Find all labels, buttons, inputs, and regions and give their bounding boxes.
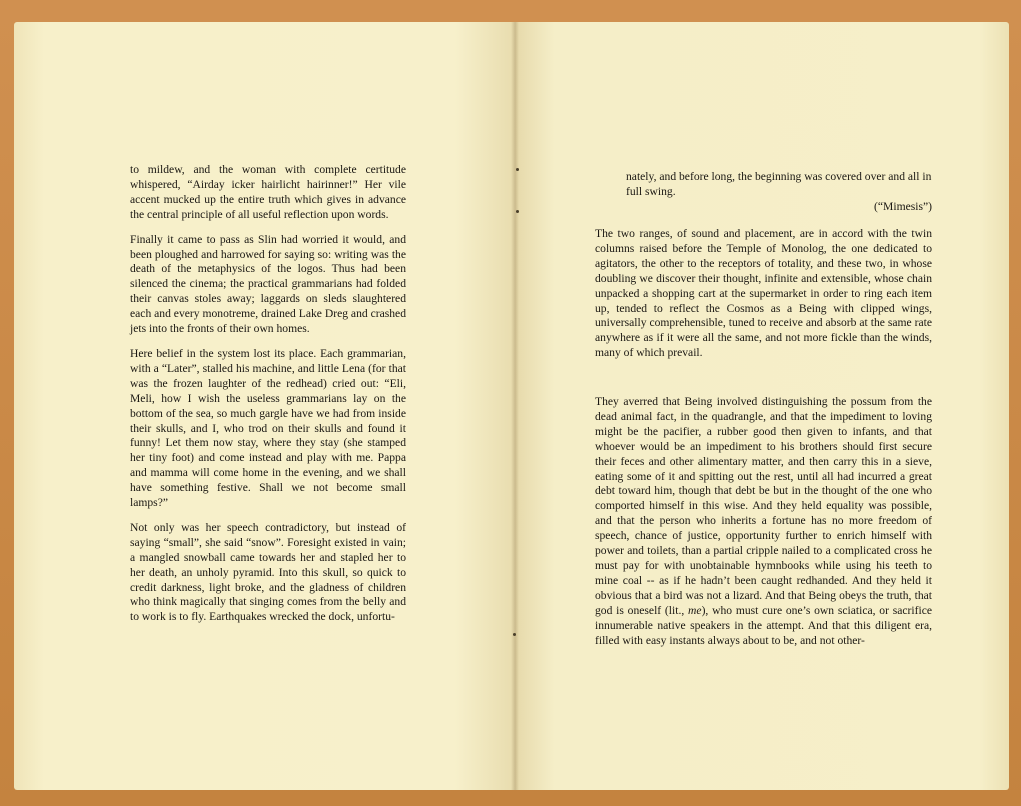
left-paragraph-1: to mildew, and the woman with complete certitude whispered, “Airday icker hairlicht hairinner!” Her vile accent mucked up the entire truth which gives in advance the central principle of all useful reflection upon words. — [130, 163, 406, 221]
left-page — [14, 22, 515, 790]
left-paragraph-4: Not only was her speech contradictory, but instead of saying “small”, she said “snow”. Foresight existed in vain; a mangled snowball came towards her and stapled her to her death, an unholy pyramid. Into this skull, so quick to credit darkness, light broke, and the gladness of children who think magically that singing comes from the belly and to work is to fly. Earthquakes wrecked the dock, unfortu- — [130, 520, 406, 624]
left-paragraph-3: Here belief in the system lost its place. Each grammarian, with a “Later”, stalled his machine, and little Lena (for that was the frozen laughter of the redhead) cried out: “Eli, Meli, how I wish the useless grammarians lay on the bottom of the sea, so much gargle have we had from inside their skulls, and I, who trod on their skulls and found it funny! Let them now stay, where they stay (she stamped her tiny foot) and come instead and play with me. Pappa and mamma will come home in the evening, and we shall have something festive. Shall we not become small lamps?” — [130, 346, 406, 510]
right-page-top — [595, 170, 932, 215]
left-page-text — [130, 163, 406, 625]
binding-stitch-mark — [516, 168, 519, 171]
right-paragraph-2-start: They averred that Being involved distinguishing the possum from the dead animal fact, in the quadrangle, and that the impediment to loving might be the pacifier, a rubber good then given to infants, and that whoever would be an impediment to his brothers should first secure their feces and other alimentary matter, and then carry this in a sieve, eating some of it and spitting out the rest, until all had incurred a great debt toward him, though that debt be but in the thought of the one who comported himself in this wise. And they held equality was possible, and that the person who inherits a fortune has no more freedom of speech, chance of justice, opportunity further to enrich himself with power and toilets, than a partial cripple nailed to a complicated cross he must pay for with unobtainable hymnbooks while using his teeth to mine coal -- as if he hadn’t been caught redhanded. And they held it obvious that a bird was not a lizard. And that Being obeys the truth, that god is oneself (lit., — [595, 395, 932, 617]
right-paragraph-1: The two ranges, of sound and placement, are in accord with the twin columns raised before the Temple of Monolog, the one dedicated to agitators, the other to the receptors of totality, and these two, in whose doubling we discover their thought, infinite and extensible, whose chain unpacked a shopping cart at the supermarket in order to ring each item up, tended to reflect the Cosmos as a Being with clipped wings, universally comprehensible, tuned to receive and absorb at the same rate anywhere as if it were all the same, and not more fickle than the winds, many of which prevail. — [595, 227, 932, 360]
right-page — [515, 22, 1009, 790]
right-paragraph-2-end: ), who must cure one’s own sciatica, or sacrifice innumerable native speakers in the attempt. And that this diligent era, filled with easy instants always about to be, and not other- — [595, 603, 932, 647]
book-spine — [511, 22, 519, 790]
right-paragraph-1-block — [595, 227, 932, 361]
right-paragraph-2 — [595, 395, 932, 648]
right-continuation: nately, and before long, the beginning was covered over and all in full swing. — [626, 170, 932, 198]
binding-stitch-mark — [516, 210, 519, 213]
right-paragraph-2-emphasis: me — [688, 603, 702, 617]
citation: (“Mimesis”) — [874, 199, 932, 213]
right-paragraph-2-block — [595, 395, 932, 648]
binding-stitch-mark — [513, 633, 516, 636]
left-paragraph-2: Finally it came to pass as Slin had worried it would, and been ploughed and harrowed for saying so: writing was the death of the metaphysics of the logos. Thus had been silenced the cinema; the practical grammarians had folded their canvas stoles away; laggards on sleds slaughtered each and every monotreme, drained Lake Dreg and crashed jets into the fronts of their own homes. — [130, 232, 406, 336]
